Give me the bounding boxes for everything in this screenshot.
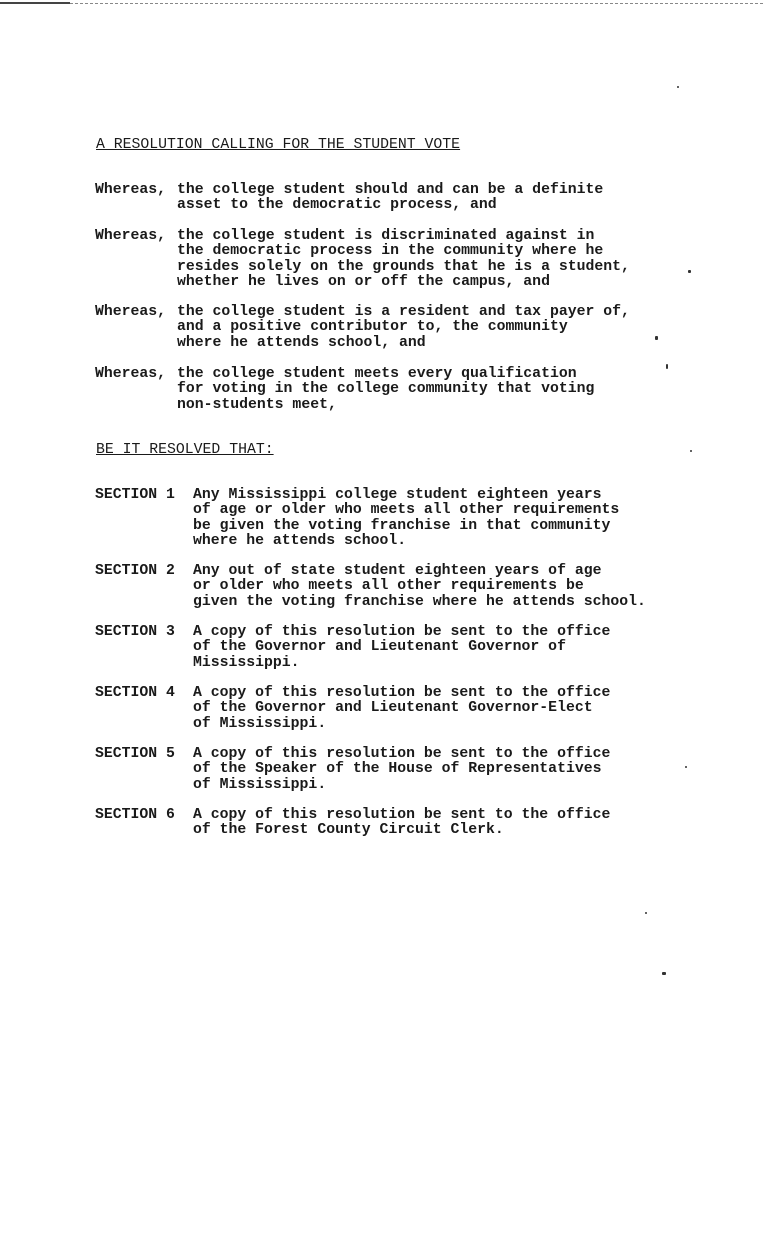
scan-top-edge [0,3,763,4]
text-line: the college student should and can be a definite [177,182,604,198]
whereas-clause [95,367,594,413]
resolution-section [95,625,610,671]
text-line: non-students meet, [177,396,337,413]
text-line: the college student is a resident and tax payer of, [177,304,630,320]
text-line: of the Governor and Lieutenant Governor-Elect [193,700,593,717]
text-line: of Mississippi. [193,776,327,793]
resolution-section-text [193,686,610,732]
whereas-clause-text [177,183,603,214]
text-line: whether he lives on or off the campus, and [177,274,550,291]
speck [666,364,668,369]
resolution-section-text [193,808,610,839]
resolution-section-label: SECTION 2 [95,563,175,579]
text-line: and a positive contributor to, the community [177,319,568,336]
speck [685,766,687,768]
text-line: the college student is discriminated against in [177,228,595,244]
resolution-title: A RESOLUTION CALLING FOR THE STUDENT VOTE [96,137,461,153]
text-line: resides solely on the grounds that he is a student, [177,258,630,275]
resolved-heading: BE IT RESOLVED THAT: [96,442,274,458]
speck [690,450,692,452]
text-line: Any Mississippi college student eighteen years [193,487,602,503]
text-line: of age or older who meets all other requirements [193,502,620,519]
whereas-clause-label: Whereas, [95,304,167,320]
resolution-section [95,747,610,793]
whereas-clause [95,229,630,291]
resolution-section [95,686,610,732]
text-line: of Mississippi. [193,715,327,732]
text-line: A copy of this resolution be sent to the office [193,685,611,701]
whereas-clause-label: Whereas, [95,182,167,198]
whereas-clause-label: Whereas, [95,366,167,382]
whereas-clause-text [177,229,630,291]
text-line: A copy of this resolution be sent to the office [193,807,611,823]
text-line: or older who meets all other requirements be [193,578,584,595]
resolution-section [95,808,610,839]
text-line: A copy of this resolution be sent to the office [193,746,611,762]
text-line: of the Speaker of the House of Representatives [193,761,602,778]
resolution-section-label: SECTION 1 [95,487,175,503]
text-line: where he attends school, and [177,334,426,351]
whereas-clause-text [177,305,630,351]
whereas-clause-label: Whereas, [95,228,167,244]
resolution-section-label: SECTION 6 [95,807,175,823]
text-line: the democratic process in the community where he [177,243,604,260]
text-line: A copy of this resolution be sent to the office [193,624,611,640]
text-line: the college student meets every qualification [177,366,577,382]
whereas-clause-text [177,367,594,413]
text-line: of the Governor and Lieutenant Governor of [193,639,566,656]
resolution-section-label: SECTION 5 [95,746,175,762]
resolution-section [95,564,646,610]
whereas-clause [95,183,603,214]
text-line: Mississippi. [193,654,300,671]
resolution-section-label: SECTION 4 [95,685,175,701]
resolution-section-label: SECTION 3 [95,624,175,640]
speck [688,270,691,273]
resolution-section-text [193,488,619,550]
text-line: be given the voting franchise in that community [193,517,611,534]
whereas-clause [95,305,630,351]
text-line: for voting in the college community that voting [177,381,595,398]
speck [645,912,647,914]
text-line: Any out of state student eighteen years of age [193,563,602,579]
resolution-section-text [193,564,646,610]
text-line: asset to the democratic process, and [177,197,497,214]
text-line: where he attends school. [193,533,407,550]
speck [662,972,666,975]
resolution-section-text [193,747,610,793]
speck [677,86,679,88]
speck [655,336,658,340]
text-line: of the Forest County Circuit Clerk. [193,822,504,839]
scan-top-edge-mark [0,2,70,4]
text-line: given the voting franchise where he attends school. [193,593,646,610]
resolution-section-text [193,625,610,671]
resolution-section [95,488,619,550]
